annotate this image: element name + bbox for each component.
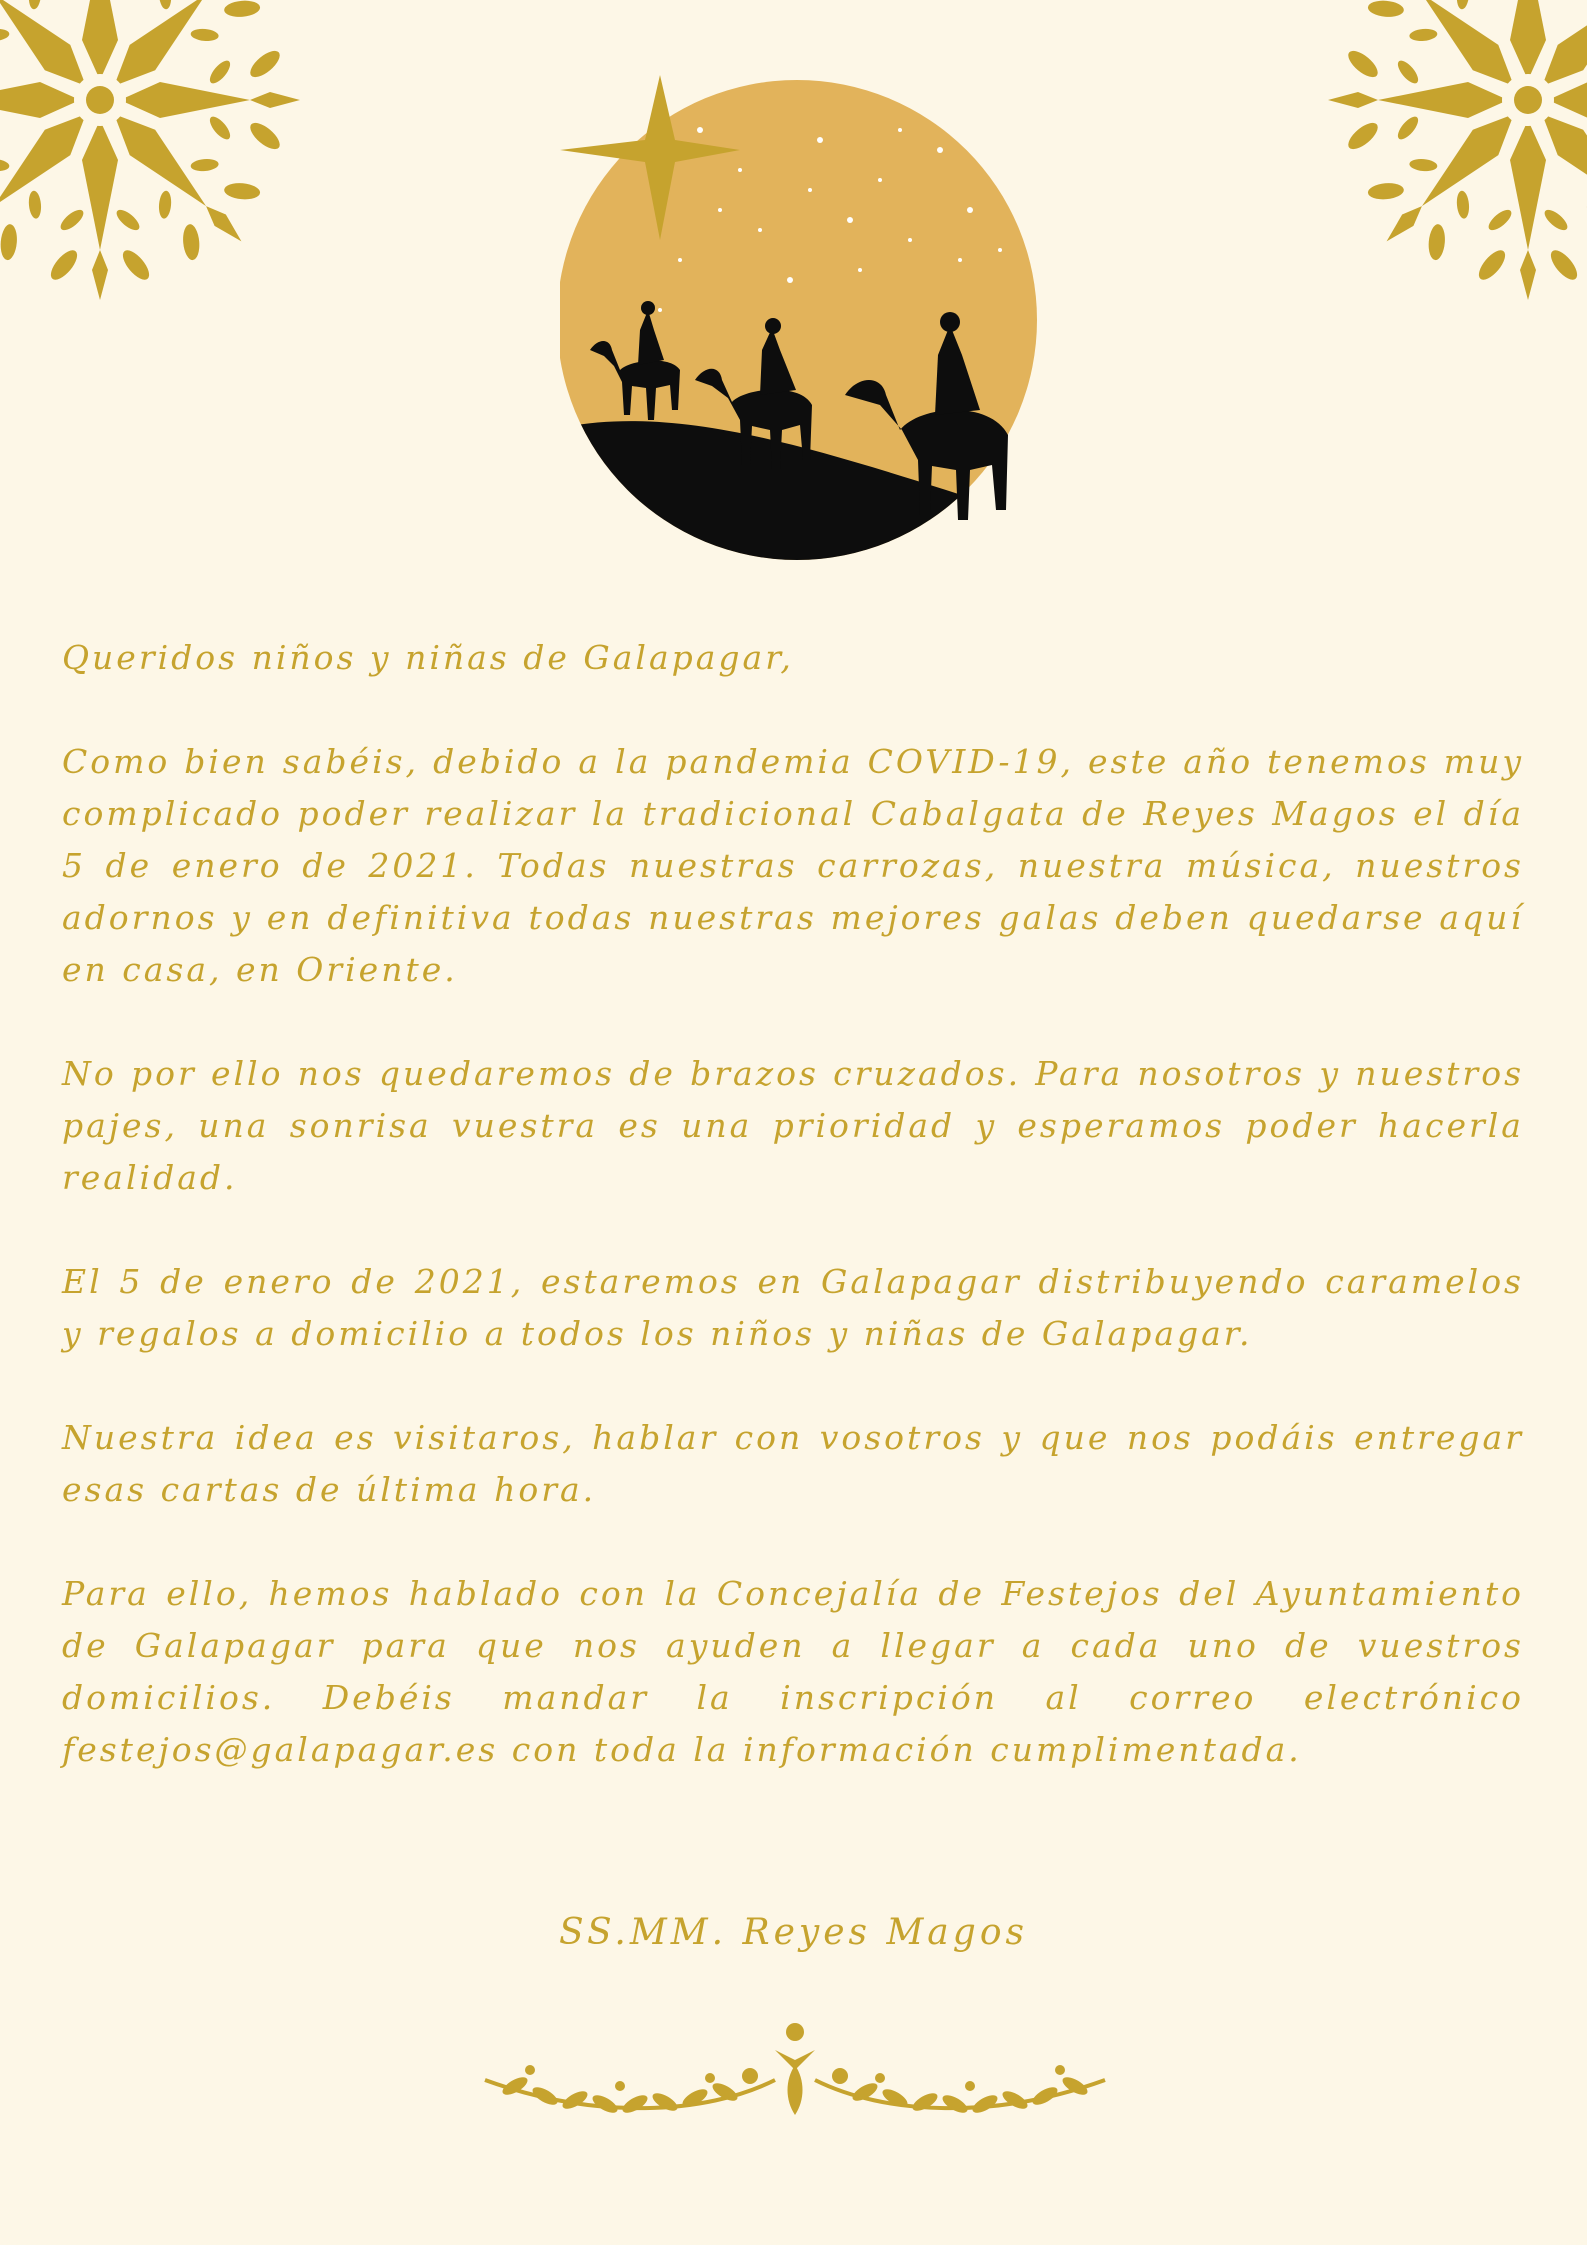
letter-signature: SS.MM. Reyes Magos: [559, 1912, 1028, 1953]
letter-greeting: Queridos niños y niñas de Galapagar,: [62, 638, 794, 677]
letter-body: [62, 632, 1524, 1828]
snowflake-ornament-top-right-icon: [1318, 0, 1587, 310]
three-kings-illustration: [560, 70, 1060, 570]
snowflake-ornament-top-left-icon: [0, 0, 310, 310]
letter-paragraph: Como bien sabéis, debido a la pandemia COVID-19, este año tenemos muy complicado poder realizar la tradicional Cabalgata de Reyes Magos el día 5 de enero de 2021. Todas nuestras carrozas, nuestra música, nuestros adornos y en definitiva todas nuestras mejores galas deben quedarse aquí en casa, en Oriente.: [62, 742, 1524, 989]
floral-garland-ornament-icon: [475, 2020, 1115, 2140]
letter-paragraph: El 5 de enero de 2021, estaremos en Galapagar distribuyendo caramelos y regalos a domicilio a todos los niños y niñas de Galapagar.: [62, 1262, 1524, 1353]
letter-paragraph: Para ello, hemos hablado con la Concejalía de Festejos del Ayuntamiento de Galapagar para que nos ayuden a llegar a cada uno de vuestros domicilios. Debéis mandar la inscripción al correo electrónico festejos@galapagar.es con toda la información cumplimentada.: [62, 1574, 1524, 1769]
letter-paragraph: No por ello nos quedaremos de brazos cruzados. Para nosotros y nuestros pajes, una sonrisa vuestra es una prioridad y esperamos poder hacerla realidad.: [62, 1054, 1524, 1197]
letter-paragraph: Nuestra idea es visitaros, hablar con vosotros y que nos podáis entregar esas cartas de última hora.: [62, 1418, 1524, 1509]
